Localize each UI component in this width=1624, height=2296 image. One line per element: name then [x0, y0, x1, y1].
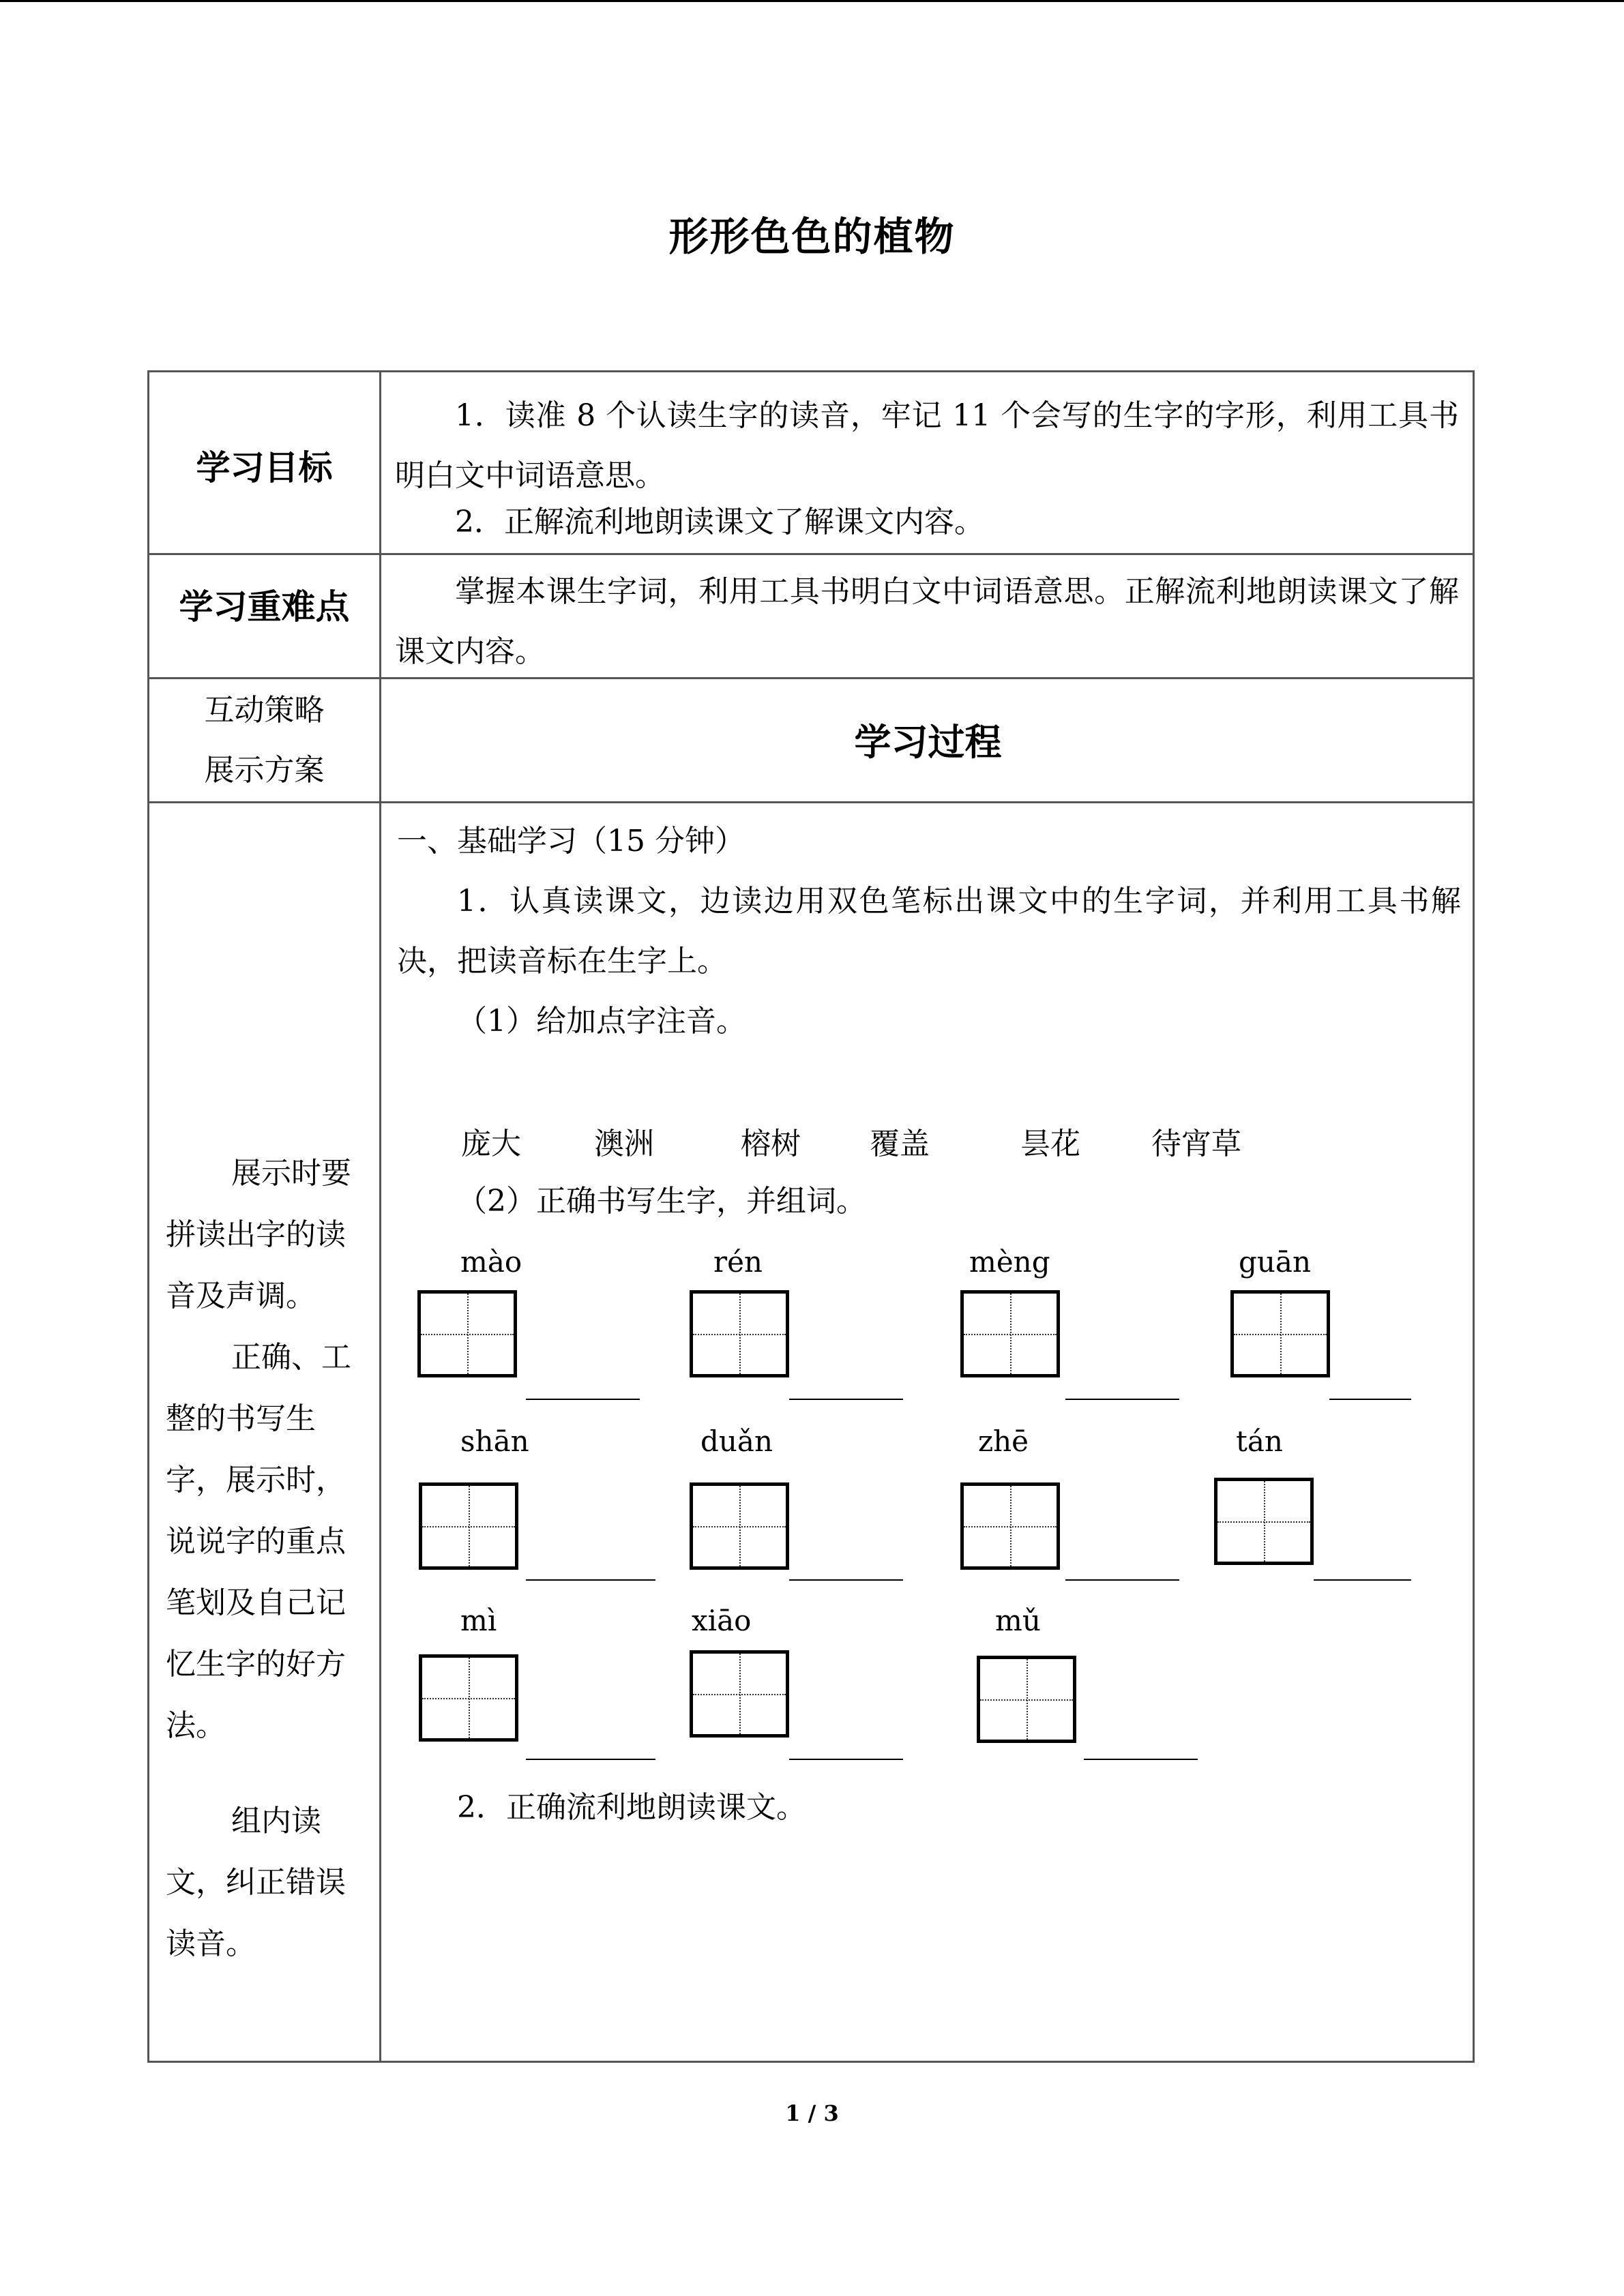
note-pronunciation: 展示时要拼读出字的读音及声调。 — [166, 1156, 351, 1313]
writing-grid[interactable] — [419, 1654, 518, 1742]
word-item: 待宵草 — [1151, 1127, 1241, 1161]
writing-grid[interactable] — [960, 1290, 1060, 1377]
goals-label: 学习目标 — [196, 448, 333, 488]
answer-blank[interactable] — [789, 1759, 903, 1760]
writing-grid[interactable] — [1230, 1290, 1330, 1377]
answer-blank[interactable] — [1329, 1399, 1411, 1400]
pinyin-label: mǔ — [995, 1604, 1041, 1637]
step-2-text: 2．正确流利地朗读课文。 — [457, 1790, 806, 1825]
writing-grid[interactable] — [690, 1482, 789, 1570]
answer-blank[interactable] — [1065, 1399, 1179, 1400]
answer-blank[interactable] — [789, 1579, 903, 1581]
goals-text-2: 2．正解流利地朗读课文了解课文内容。 — [455, 505, 984, 539]
row-divider — [149, 801, 1473, 803]
note-reading: 组内读文，纠正错误读音。 — [166, 1804, 346, 1961]
answer-blank[interactable] — [526, 1399, 640, 1400]
key-points-label: 学习重难点 — [179, 587, 350, 627]
strategy-label-2: 展示方案 — [204, 753, 325, 788]
answer-blank[interactable] — [526, 1579, 655, 1581]
writing-grid[interactable] — [419, 1482, 518, 1570]
pinyin-label: rén — [713, 1245, 763, 1279]
answer-blank[interactable] — [1314, 1579, 1411, 1581]
writing-grid[interactable] — [690, 1650, 789, 1738]
left-note-1 — [166, 1143, 370, 1757]
step-1-text: 1．认真读课文，边读边用双色笔标出课文中的生字词，并利用工具书解决，把读音标在生字上。 — [397, 884, 1461, 979]
process-heading: 学习过程 — [854, 721, 1002, 764]
note-writing: 正确、工整的书写生字，展示时，说说字的重点笔划及自己记忆生字的好方法。 — [166, 1340, 351, 1743]
answer-blank[interactable] — [789, 1399, 903, 1400]
lesson-table — [147, 370, 1475, 2063]
word-item: 覆盖 — [870, 1127, 930, 1161]
word-item: 榕树 — [741, 1127, 801, 1161]
writing-grid[interactable] — [417, 1290, 517, 1377]
top-border — [0, 0, 1624, 2]
word-item: 昙花 — [1020, 1127, 1080, 1161]
writing-grid[interactable] — [1214, 1478, 1314, 1565]
pinyin-label: guān — [1239, 1245, 1312, 1279]
answer-blank[interactable] — [526, 1759, 655, 1760]
pinyin-label: mèng — [969, 1245, 1050, 1279]
pinyin-label: xiāo — [692, 1604, 752, 1637]
pinyin-label: tán — [1236, 1425, 1283, 1458]
answer-blank[interactable] — [1065, 1579, 1179, 1581]
sub-step-2: （2）正确书写生字，并组词。 — [457, 1184, 866, 1219]
answer-blank[interactable] — [1084, 1759, 1198, 1760]
pinyin-label: duǎn — [700, 1425, 773, 1458]
pinyin-label: mì — [460, 1604, 497, 1637]
goals-text-1: 1．读准 8 个认读生字的读音，牢记 11 个会写的生字的字形，利用工具书明白文中词语意思。 — [395, 398, 1459, 493]
row-divider — [149, 553, 1473, 555]
writing-grid[interactable] — [690, 1290, 789, 1377]
page-title: 形形色色的植物 — [668, 213, 956, 260]
pinyin-label: mào — [460, 1245, 522, 1279]
word-item: 澳洲 — [594, 1127, 654, 1161]
writing-grid[interactable] — [960, 1482, 1060, 1570]
page-number: 1 / 3 — [785, 2100, 839, 2126]
word-item: 庞大 — [461, 1127, 521, 1161]
left-note-2 — [166, 1791, 370, 1975]
sub-step-1: （1）给加点字注音。 — [457, 1004, 746, 1039]
column-divider — [379, 372, 381, 2061]
pinyin-label: shān — [460, 1425, 529, 1458]
pinyin-label: zhē — [978, 1425, 1029, 1458]
key-points-text: 掌握本课生字词，利用工具书明白文中词语意思。正解流利地朗读课文了解课文内容。 — [395, 574, 1459, 669]
writing-grid[interactable] — [977, 1656, 1076, 1743]
strategy-label-1: 互动策略 — [204, 693, 325, 728]
section-basic-learning: 一、基础学习（15 分钟） — [397, 824, 745, 859]
